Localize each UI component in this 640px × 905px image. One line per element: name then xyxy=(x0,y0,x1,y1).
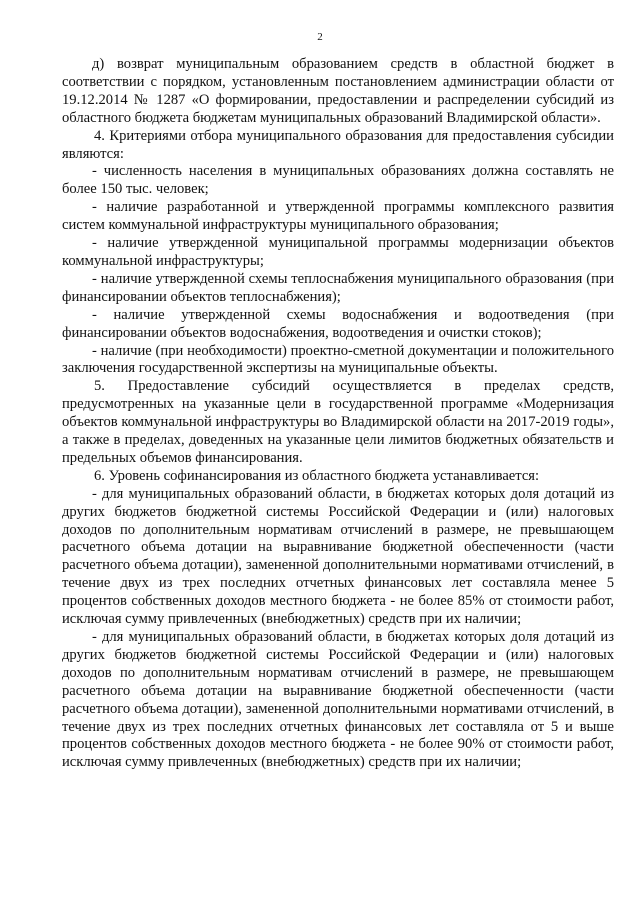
cofinancing-item-90-percent: - для муниципальных образований области, в бюджетах которых доля дотаций из других бюджетов бюджетной системы Российской Федерации и (или) налоговых доходов по дополнительным нормативам отчислений в размере, не превышающем расчетного объема дотации на выравнивание бюджетной обеспеченности (части расчетного объема дотации), замененной дополнительными нормативами отчислений, в течение двух из трех последних отчетных финансовых лет составляла от 5 и выше процентов собственных доходов местного бюджета - не более 90% от стоимости работ, исключая сумму привлеченных (внебюджетных) средств при их наличии; xyxy=(62,629,614,771)
criteria-item-modernization-program: - наличие утвержденной муниципальной программы модернизации объектов коммунальной инфраструктуры; xyxy=(62,235,614,269)
criteria-item-population: - численность населения в муниципальных образованиях должна составлять не более 150 тыс. человек; xyxy=(62,163,614,198)
criteria-item-water-supply-scheme: - наличие утвержденной схемы водоснабжения и водоотведения (при финансировании объектов водоснабжения, водоотведения и очистки стоков); xyxy=(62,306,614,341)
criteria-item-development-program: - наличие разработанной и утвержденной программы комплексного развития систем коммунальной инфраструктуры муниципального образования; xyxy=(62,199,614,234)
cofinancing-item-85-percent: - для муниципальных образований области, в бюджетах которых доля дотаций из других бюджетов бюджетной системы Российской Федерации и (или) налоговых доходов по дополнительным нормативам отчислений в размере, не превышающем расчетного объема дотации на выравнивание бюджетной обеспеченности (части расчетного объема дотации), замененной дополнительными нормативами отчислений, в течение двух из трех последних отчетных финансовых лет составляла менее 5 процентов собственных доходов местного бюджета - не более 85% от стоимости работ, исключая сумму привлеченных (внебюджетных) средств при их наличии; xyxy=(62,485,614,628)
paragraph-5-subsidies: 5. Предоставление субсидий осуществляется в пределах средств, предусмотренных на указанные цели в государственной программе «Модернизация объектов коммунальной инфраструктуры во Владимирской области на 2017-2019 годы», а также в пределах, доведенных на указанные цели лимитов бюджетных обязательств и предельных объемов финансирования. xyxy=(62,378,614,466)
criteria-item-heat-supply-scheme: - наличие утвержденной схемы теплоснабжения муниципального образования (при финансировании объектов теплоснабжения); xyxy=(62,270,614,305)
criteria-item-design-documentation: - наличие (при необходимости) проектно-сметной документации и положительного заключения государственной экспертизы на муниципальные объекты. xyxy=(62,342,614,377)
document-body xyxy=(62,56,614,772)
paragraph-subitem-d: д) возврат муниципальным образованием средств в областной бюджет в соответствии с порядком, установленным постановлением администрации области от 19.12.2014 № 1287 «О формировании, предоставлении и распределении субсидий из областного бюджета бюджетам муниципальных образований Владимирской области». xyxy=(62,56,614,126)
page-number: 2 xyxy=(317,31,323,43)
paragraph-4-criteria: 4. Критериями отбора муниципального образования для предоставления субсидии являются: xyxy=(62,127,614,162)
paragraph-6-cofinancing: 6. Уровень софинансирования из областного бюджета устанавливается: xyxy=(94,467,540,484)
